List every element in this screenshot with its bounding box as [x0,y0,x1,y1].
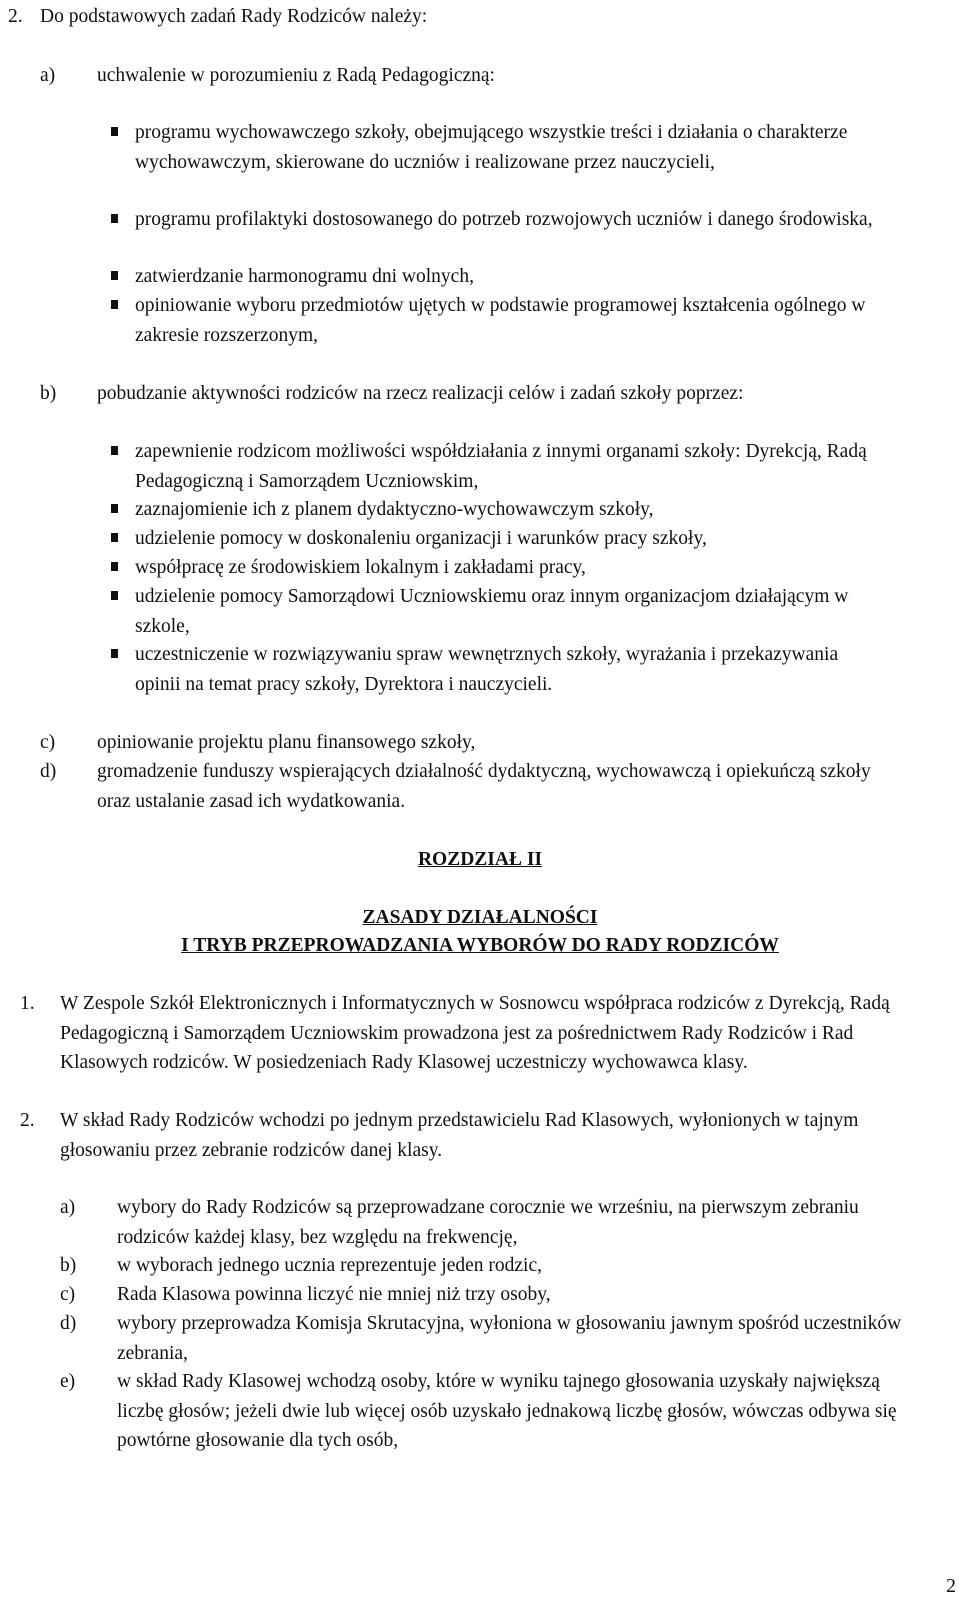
sub-item-marker: b) [60,1255,77,1276]
point-text: W Zespole Szkół Elektronicznych i Informatycznych w Sosnowcu współpraca rodziców z Dyrekcją, Radą Pedagogiczną i Samorządem Uczniowskim prowadzona jest za pośrednictwem Rady Rodziców i Rad Klasowych rodziców. W posiedzeniach Rady Klasowej uczestniczy wychowawca klasy. [60,993,890,1073]
sub-item [60,1309,920,1368]
sub-item-text: w skład Rady Klasowej wchodzą osoby, które w wyniku tajnego głosowania uzyskały największą liczbę głosów; jeżeli dwie lub więcej osób uzyskało jednakową liczbę głosów, wówczas odbywa się powtórne głosowanie dla tych osób, [117,1371,897,1451]
square-bullet-icon [111,504,118,513]
sub-item [60,1251,920,1281]
sub-item [60,1280,920,1310]
square-bullet-icon [111,591,118,600]
sub-item-text: wybory przeprowadza Komisja Skrutacyjna, wyłoniona w głosowaniu jawnym spośród uczestników zebrania, [117,1313,902,1364]
numbered-point [20,989,920,1078]
bullet-text: opiniowanie wyboru przedmiotów ujętych w podstawie programowej kształcenia ogólnego w zakresie rozszerzonym, [135,295,866,346]
square-bullet-icon [111,533,118,542]
bullet-text: zapewnienie rodzicom możliwości współdziałania z innymi organami szkoły: Dyrekcją, Radą Pedagogiczną i Samorządem Uczniowskim, [135,441,867,492]
bullet-text: programu profilaktyki dostosowanego do potrzeb rozwojowych uczniów i danego środowiska, [135,209,873,230]
sub-item-text: wybory do Rady Rodziców są przeprowadzane corocznie we wrześniu, na pierwszym zebraniu rodziców każdej klasy, bez względu na frekwencję, [117,1197,859,1248]
item-a-marker: a) [40,65,56,86]
item-b-marker: b) [40,383,57,404]
bullet-item [135,118,905,177]
bullet-item [135,495,905,525]
bullet-item [135,437,885,496]
intro-text: Do podstawowych zadań Rady Rodziców należy: [40,6,428,27]
point-number: 2. [20,1110,35,1131]
bullet-item [135,640,875,699]
bullet-text: programu wychowawczego szkoły, obejmującego wszystkie treści i działania o charakterze wychowawczym, skierowane do uczniów i realizowane przez nauczycieli, [135,122,848,173]
bullet-item [135,262,905,292]
sub-item-text: w wyborach jednego ucznia reprezentuje jeden rodzic, [117,1255,543,1276]
chapter-title: ROZDZIAŁ II [417,849,543,870]
item-c-marker: c) [40,732,56,753]
point-text: W skład Rady Rodziców wchodzi po jednym przedstawicielu Rad Klasowych, wyłonionych w tajnym głosowaniu przez zebranie rodziców danej klasy. [60,1110,859,1161]
square-bullet-icon [111,562,118,571]
square-bullet-icon [111,271,118,280]
bullet-item [135,524,905,554]
point-number: 1. [20,993,35,1014]
bullet-item [135,553,905,583]
intro-number: 2. [8,6,23,27]
square-bullet-icon [111,127,118,136]
bullet-text: zaznajomienie ich z planem dydaktyczno-wychowawczym szkoły, [135,499,654,520]
item-d-marker: d) [40,761,57,782]
item-c-text: opiniowanie projektu planu finansowego szkoły, [97,732,476,753]
item-a-text: uchwalenie w porozumieniu z Radą Pedagogiczną: [97,65,495,86]
chapter-heading-line2: I TRYB PRZEPROWADZANIA WYBORÓW DO RADY RODZICÓW [181,935,779,956]
sub-item [60,1193,920,1252]
square-bullet-icon [111,300,118,309]
bullet-text: uczestniczenie w rozwiązywaniu spraw wewnętrznych szkoły, wyrażania i przekazywania opinii na temat pracy szkoły, Dyrektora i nauczycieli. [135,644,839,695]
bullet-text: udzielenie pomocy w doskonaleniu organizacji i warunków pracy szkoły, [135,528,707,549]
bullet-item [135,291,905,350]
item-d-text: gromadzenie funduszy wspierających działalność dydaktyczną, wychowawczą i opiekuńczą szkoły oraz ustalanie zasad ich wydatkowania. [97,761,871,812]
square-bullet-icon [111,214,118,223]
bullet-text: zatwierdzanie harmonogramu dni wolnych, [135,266,474,287]
sub-item-text: Rada Klasowa powinna liczyć nie mniej niż trzy osoby, [117,1284,551,1305]
bullet-text: współpracę ze środowiskiem lokalnym i zakładami pracy, [135,557,586,578]
numbered-point [20,1106,920,1165]
sub-item-marker: e) [60,1371,76,1392]
sub-item-marker: d) [60,1313,77,1334]
bullet-item [135,582,905,641]
square-bullet-icon [111,446,118,455]
sub-item-marker: c) [60,1284,76,1305]
sub-item [60,1367,920,1456]
bullet-text: udzielenie pomocy Samorządowi Uczniowskiemu oraz innym organizacjom działającym w szkole, [135,586,849,637]
item-d [40,757,940,816]
item-b-text: pobudzanie aktywności rodziców na rzecz realizacji celów i zadań szkoły poprzez: [97,383,744,404]
bullet-item [135,205,875,235]
sub-item-marker: a) [60,1197,76,1218]
square-bullet-icon [111,649,118,658]
page-number: 2 [946,1575,956,1597]
chapter-heading-line1: ZASADY DZIAŁALNOŚCI [362,907,598,928]
